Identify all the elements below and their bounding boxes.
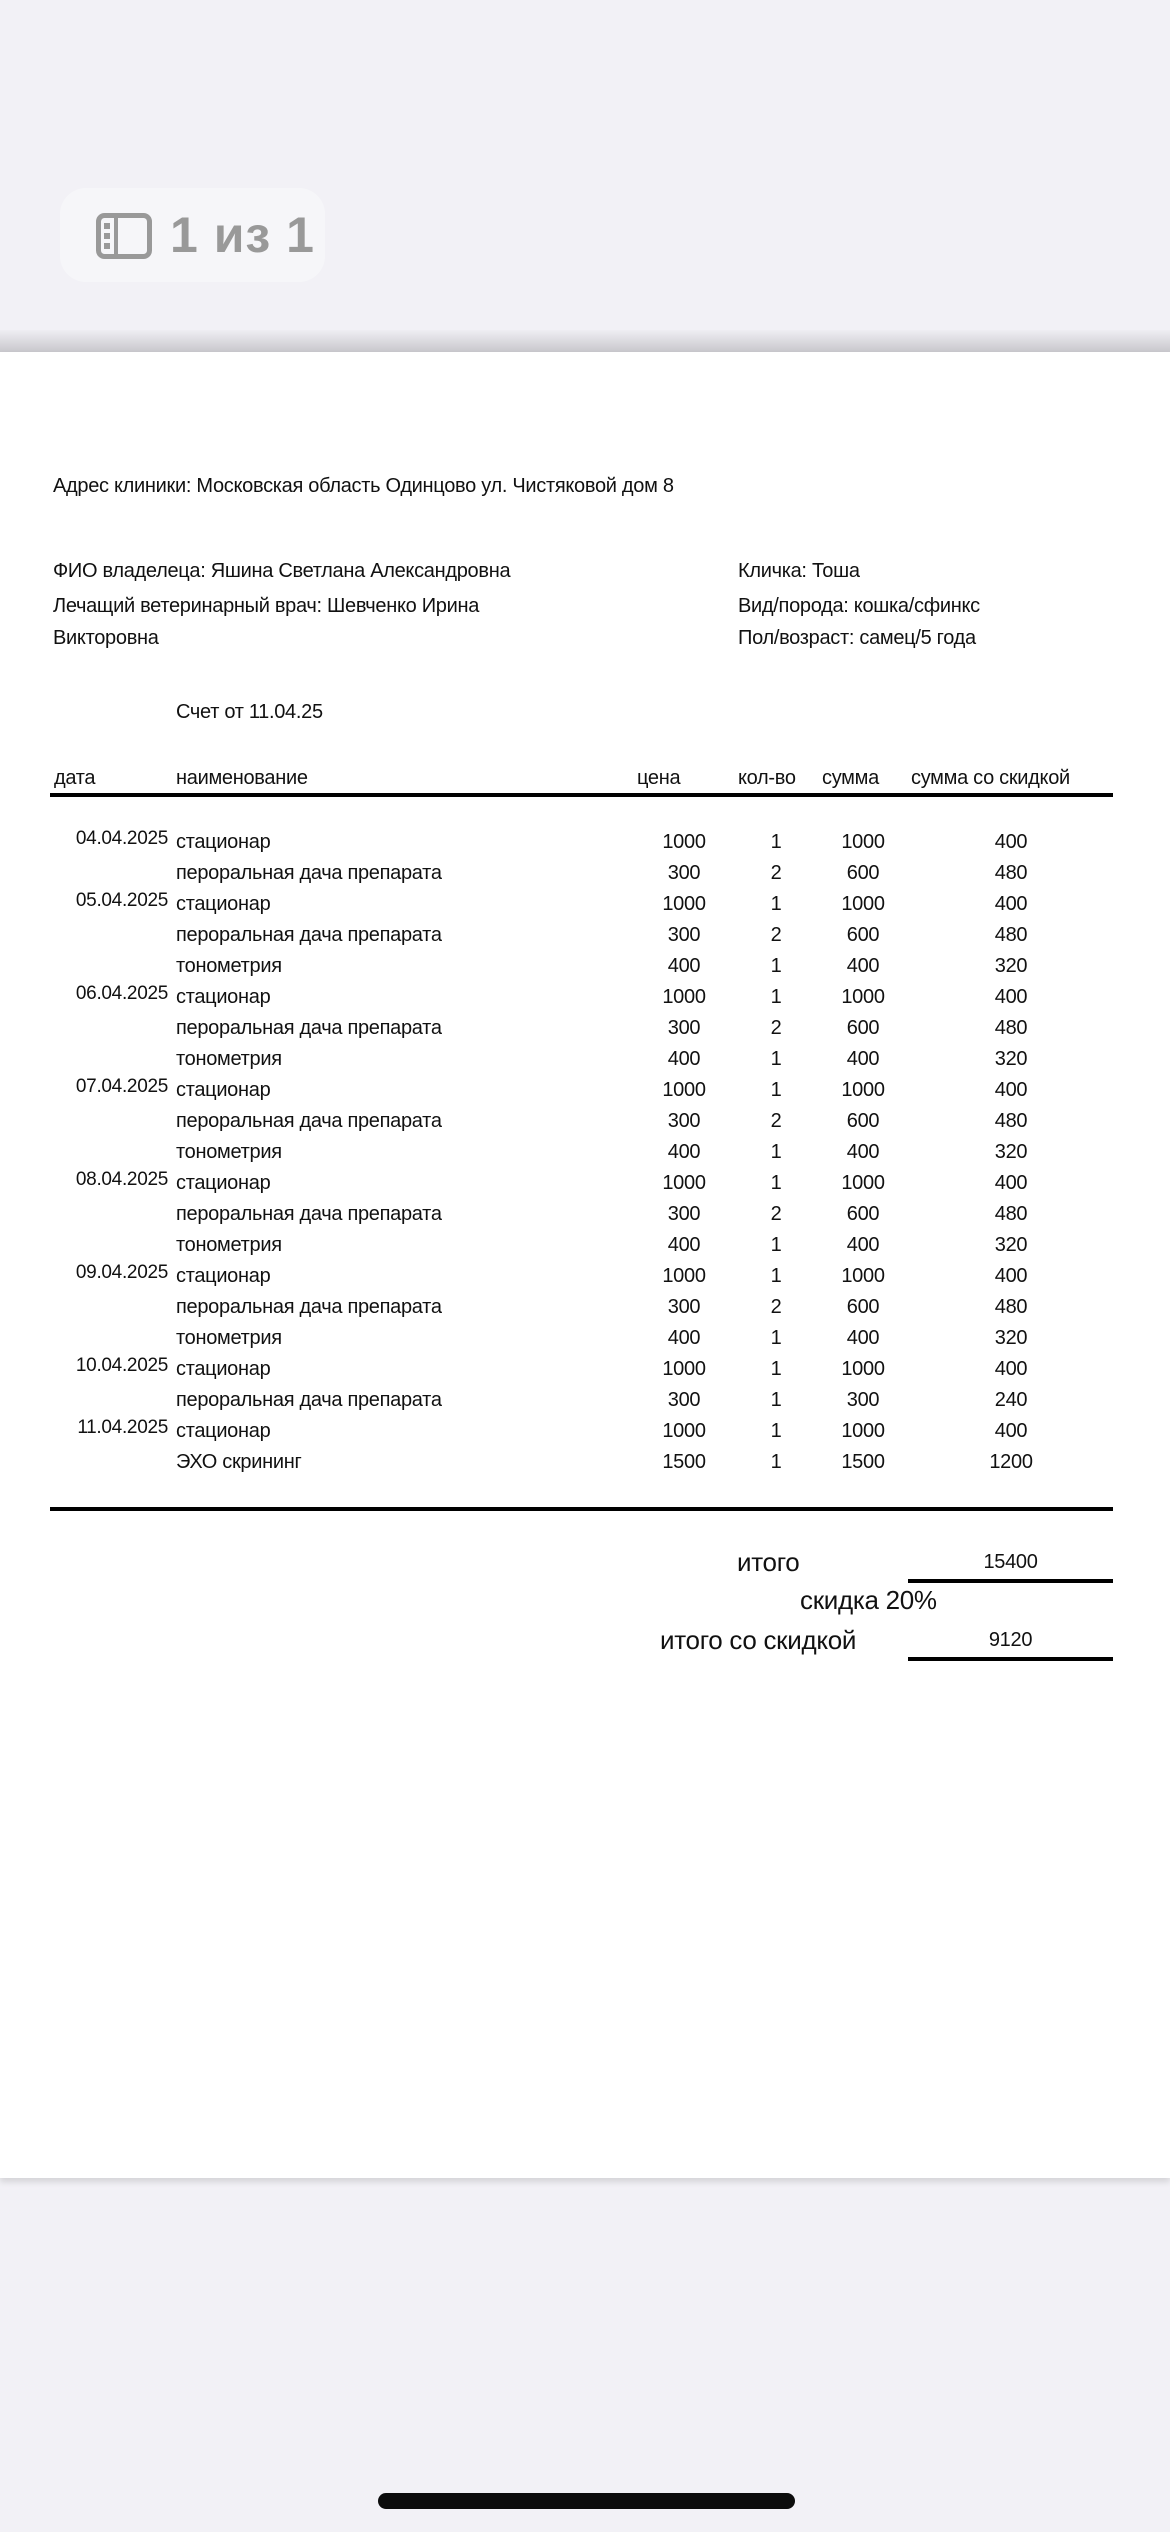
cell-date: 07.04.2025: [75, 1076, 168, 1097]
cell-name: тонометрия: [176, 955, 282, 977]
cell-sum: 400: [846, 955, 880, 977]
table-bottom-rule: [50, 1507, 1113, 1511]
discounted-total-value: 9120: [988, 1629, 1033, 1651]
cell-sum: 600: [846, 1203, 880, 1225]
cell-qty: 1: [770, 986, 782, 1008]
cell-qty: 2: [770, 924, 782, 946]
cell-price: 1000: [662, 1172, 706, 1194]
cell-price: 300: [667, 862, 701, 884]
cell-sum-discount: 480: [994, 862, 1028, 884]
cell-qty: 1: [770, 1451, 782, 1473]
cell-price: 400: [667, 1327, 701, 1349]
cell-sum: 1000: [841, 893, 885, 915]
header-price: цена: [637, 767, 681, 789]
cell-qty: 1: [770, 1172, 782, 1194]
cell-price: 1000: [662, 831, 706, 853]
total-label: итого: [737, 1547, 800, 1577]
cell-price: 300: [667, 1389, 701, 1411]
discount-label: скидка 20%: [800, 1585, 937, 1615]
cell-sum-discount: 400: [994, 1265, 1028, 1287]
cell-sum: 1000: [841, 1079, 885, 1101]
document-page: [0, 352, 1170, 2178]
header-qty: кол-во: [738, 767, 796, 789]
cell-name: пероральная дача препарата: [176, 924, 442, 946]
total-value: 15400: [983, 1551, 1038, 1573]
page-indicator[interactable]: [60, 188, 325, 282]
cell-sum-discount: 400: [994, 831, 1028, 853]
cell-name: стационар: [176, 893, 271, 915]
cell-name: стационар: [176, 831, 271, 853]
discounted-total-label: итого со скидкой: [660, 1625, 857, 1655]
cell-sum-discount: 320: [994, 1327, 1028, 1349]
header-rule: [50, 793, 1113, 797]
cell-sum-discount: 320: [994, 1141, 1028, 1163]
cell-price: 300: [667, 1203, 701, 1225]
cell-price: 1500: [662, 1451, 706, 1473]
cell-sum: 1000: [841, 986, 885, 1008]
cell-sum-discount: 400: [994, 1079, 1028, 1101]
cell-price: 1000: [662, 1079, 706, 1101]
cell-date: 10.04.2025: [75, 1355, 168, 1376]
cell-price: 300: [667, 1296, 701, 1318]
cell-name: стационар: [176, 1358, 271, 1380]
invoice-title: Счет от 11.04.25: [176, 701, 323, 723]
cell-name: пероральная дача препарата: [176, 1017, 442, 1039]
cell-sum: 1000: [841, 1265, 885, 1287]
cell-qty: 2: [770, 1110, 782, 1132]
cell-sum-discount: 400: [994, 893, 1028, 915]
header-name: наименование: [176, 767, 308, 789]
cell-qty: 2: [770, 862, 782, 884]
cell-qty: 1: [770, 1265, 782, 1287]
cell-price: 1000: [662, 986, 706, 1008]
cell-qty: 1: [770, 1358, 782, 1380]
discounted-total-rule: [908, 1657, 1113, 1661]
cell-name: пероральная дача препарата: [176, 1389, 442, 1411]
cell-name: стационар: [176, 986, 271, 1008]
header-date: дата: [54, 767, 96, 789]
cell-sum-discount: 1200: [989, 1451, 1033, 1473]
home-indicator[interactable]: [378, 2493, 795, 2509]
cell-sum-discount: 480: [994, 1110, 1028, 1132]
cell-sum: 1000: [841, 1172, 885, 1194]
cell-name: тонометрия: [176, 1048, 282, 1070]
vet-name-line1: Лечащий ветеринарный врач: Шевченко Ирина: [53, 595, 480, 617]
cell-sum-discount: 320: [994, 1048, 1028, 1070]
cell-name: тонометрия: [176, 1234, 282, 1256]
cell-name: стационар: [176, 1420, 271, 1442]
total-rule: [908, 1579, 1113, 1583]
pet-sex-age: Пол/возраст: самец/5 года: [738, 627, 976, 649]
cell-date: 04.04.2025: [75, 828, 168, 849]
cell-sum: 1000: [841, 831, 885, 853]
cell-price: 400: [667, 1234, 701, 1256]
pet-species-breed: Вид/порода: кошка/сфинкс: [738, 595, 980, 617]
cell-sum: 600: [846, 1017, 880, 1039]
owner-name: ФИО владелеца: Яшина Светлана Александровна: [53, 560, 511, 582]
cell-sum: 400: [846, 1141, 880, 1163]
cell-price: 400: [667, 1141, 701, 1163]
cell-sum: 600: [846, 1110, 880, 1132]
cell-name: пероральная дача препарата: [176, 1203, 442, 1225]
cell-price: 300: [667, 1017, 701, 1039]
cell-sum-discount: 320: [994, 955, 1028, 977]
cell-price: 400: [667, 955, 701, 977]
cell-sum-discount: 320: [994, 1234, 1028, 1256]
cell-price: 1000: [662, 1358, 706, 1380]
cell-sum-discount: 400: [994, 986, 1028, 1008]
cell-qty: 2: [770, 1296, 782, 1318]
cell-name: пероральная дача препарата: [176, 1296, 442, 1318]
cell-sum-discount: 400: [994, 1420, 1028, 1442]
cell-qty: 1: [770, 1327, 782, 1349]
cell-date: 08.04.2025: [75, 1169, 168, 1190]
cell-sum: 300: [846, 1389, 880, 1411]
cell-sum-discount: 400: [994, 1172, 1028, 1194]
cell-name: пероральная дача препарата: [176, 862, 442, 884]
cell-qty: 1: [770, 1048, 782, 1070]
cell-sum: 400: [846, 1327, 880, 1349]
vet-name-line2: Викторовна: [53, 627, 159, 649]
cell-qty: 1: [770, 893, 782, 915]
cell-price: 1000: [662, 1265, 706, 1287]
cell-qty: 2: [770, 1203, 782, 1225]
cell-price: 1000: [662, 893, 706, 915]
cell-sum: 1000: [841, 1420, 885, 1442]
cell-qty: 1: [770, 1389, 782, 1411]
cell-sum-discount: 480: [994, 1296, 1028, 1318]
cell-qty: 1: [770, 1141, 782, 1163]
cell-name: тонометрия: [176, 1141, 282, 1163]
cell-date: 11.04.2025: [77, 1417, 168, 1438]
header-sum-discount: сумма со скидкой: [911, 767, 1070, 789]
cell-price: 400: [667, 1048, 701, 1070]
cell-qty: 1: [770, 831, 782, 853]
cell-sum-discount: 480: [994, 924, 1028, 946]
cell-qty: 1: [770, 1234, 782, 1256]
cell-name: стационар: [176, 1079, 271, 1101]
cell-sum: 400: [846, 1048, 880, 1070]
cell-sum: 400: [846, 1234, 880, 1256]
cell-sum-discount: 400: [994, 1358, 1028, 1380]
cell-name: стационар: [176, 1172, 271, 1194]
cell-qty: 2: [770, 1017, 782, 1039]
cell-name: пероральная дача препарата: [176, 1110, 442, 1132]
cell-price: 300: [667, 1110, 701, 1132]
cell-qty: 1: [770, 955, 782, 977]
cell-price: 1000: [662, 1420, 706, 1442]
cell-qty: 1: [770, 1079, 782, 1101]
cell-sum-discount: 480: [994, 1017, 1028, 1039]
cell-qty: 1: [770, 1420, 782, 1442]
cell-sum: 1500: [841, 1451, 885, 1473]
cell-sum: 600: [846, 924, 880, 946]
cell-date: 05.04.2025: [75, 890, 168, 911]
pet-name: Кличка: Тоша: [738, 560, 860, 582]
sidebar-thumbnails-icon: [96, 213, 152, 259]
cell-sum-discount: 480: [994, 1203, 1028, 1225]
page-shadow: [0, 330, 1170, 352]
cell-sum: 600: [846, 862, 880, 884]
header-sum: сумма: [822, 767, 879, 789]
cell-sum-discount: 240: [994, 1389, 1028, 1411]
clinic-address: Адрес клиники: Московская область Одинцово ул. Чистяковой дом 8: [53, 475, 674, 497]
page-indicator-text: 1 из 1: [170, 207, 315, 263]
cell-name: ЭХО скрининг: [176, 1451, 302, 1473]
cell-name: тонометрия: [176, 1327, 282, 1349]
cell-sum: 600: [846, 1296, 880, 1318]
cell-date: 06.04.2025: [75, 983, 168, 1004]
cell-price: 300: [667, 924, 701, 946]
cell-sum: 1000: [841, 1358, 885, 1380]
cell-name: стационар: [176, 1265, 271, 1287]
cell-date: 09.04.2025: [75, 1262, 168, 1283]
